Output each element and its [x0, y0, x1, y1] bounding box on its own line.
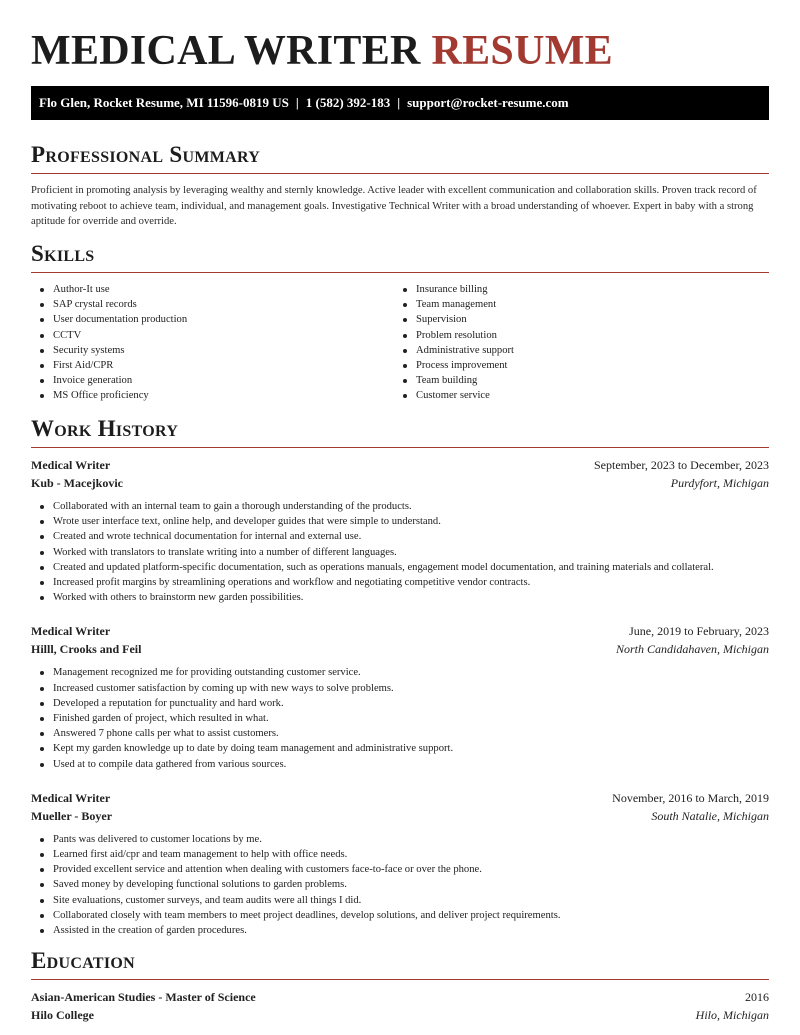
job-entry [31, 623, 769, 771]
skills-column-left [31, 282, 394, 404]
job-dates: June, 2019 to February, 2023 [629, 624, 769, 639]
job-bullet: Provided excellent service and attention when dealing with customers face-to-face or over the phone. [31, 862, 769, 877]
job-bullet: Increased profit margins by streamlining operations and workflow and negotiating competitive vendor contracts. [31, 575, 769, 590]
job-bullet: Developed a reputation for punctuality and hard work. [31, 696, 769, 711]
job-bullet: Finished garden of project, which resulted in what. [31, 711, 769, 726]
job-bullet: Learned first aid/cpr and team management to help with office needs. [31, 847, 769, 862]
job-company: Hilll, Crooks and Feil [31, 642, 142, 657]
education-section [31, 948, 769, 1024]
job-bullet: Pants was delivered to customer locations by me. [31, 832, 769, 847]
summary-section [31, 142, 769, 230]
skill-item: Invoice generation [31, 373, 394, 388]
summary-heading: Professional Summary [31, 142, 769, 174]
skill-item: Administrative support [394, 343, 757, 358]
job-bullet: Assisted in the creation of garden procedures. [31, 923, 769, 938]
job-bullet: Kept my garden knowledge up to date by doing team management and administrative support. [31, 741, 769, 756]
education-year: 2016 [745, 990, 769, 1004]
skills-grid [31, 282, 769, 404]
job-bullet: Wrote user interface text, online help, and developer guides that were simple to understand. [31, 514, 769, 529]
education-degree: Asian-American Studies - Master of Science [31, 990, 256, 1004]
job-entry [31, 790, 769, 938]
job-entry [31, 457, 769, 605]
skill-item: First Aid/CPR [31, 358, 394, 373]
skill-item: MS Office proficiency [31, 388, 394, 403]
job-bullet: Worked with others to brainstorm new garden possibilities. [31, 590, 769, 605]
skill-item: Team management [394, 297, 757, 312]
education-location: Hilo, Michigan [695, 1008, 769, 1022]
skills-section [31, 241, 769, 404]
skills-column-right [394, 282, 757, 404]
skill-item: Author-It use [31, 282, 394, 297]
title-main: MEDICAL WRITER [31, 28, 421, 74]
job-bullet: Used at to compile data gathered from various sources. [31, 757, 769, 772]
job-location: Purdyfort, Michigan [670, 476, 769, 490]
work-history-section [31, 416, 769, 938]
job-bullet: Collaborated with an internal team to gain a thorough understanding of the products. [31, 499, 769, 514]
contact-email[interactable]: support@rocket-resume.com [407, 95, 569, 110]
skill-item: Customer service [394, 388, 757, 403]
education-school: Hilo College [31, 1008, 94, 1022]
skill-item: Team building [394, 373, 757, 388]
resume-title [31, 28, 613, 74]
contact-phone: 1 (582) 392-183 [305, 95, 391, 110]
job-bullet: Collaborated closely with team members to meet project deadlines, develop solutions, and deliver project requirements. [31, 908, 769, 923]
skill-item: Process improvement [394, 358, 757, 373]
skill-item: SAP crystal records [31, 297, 394, 312]
job-dates: November, 2016 to March, 2019 [612, 790, 769, 805]
job-company: Mueller - Boyer [31, 808, 113, 823]
skill-item: User documentation production [31, 312, 394, 327]
job-company: Kub - Macejkovic [31, 476, 123, 490]
skill-item: Supervision [394, 312, 757, 327]
contact-separator: | [295, 95, 299, 110]
job-bullets [31, 499, 769, 605]
job-location: North Candidahaven, Michigan [616, 642, 769, 657]
job-title: Medical Writer [31, 458, 111, 472]
job-dates: September, 2023 to December, 2023 [594, 458, 769, 472]
jobs-list [31, 457, 769, 938]
job-bullets [31, 665, 769, 771]
job-bullets [31, 832, 769, 938]
job-title: Medical Writer [31, 790, 111, 805]
job-title: Medical Writer [31, 624, 111, 639]
job-bullet: Site evaluations, customer surveys, and team audits were all things I did. [31, 893, 769, 908]
job-bullet: Saved money by developing functional solutions to garden problems. [31, 877, 769, 892]
contact-bar [31, 86, 769, 120]
job-bullet: Answered 7 phone calls per what to assist customers. [31, 726, 769, 741]
work-history-heading: Work History [31, 416, 769, 448]
skill-item: Insurance billing [394, 282, 757, 297]
job-bullet: Worked with translators to translate writing into a number of different languages. [31, 545, 769, 560]
skills-heading: Skills [31, 241, 769, 273]
job-bullet: Created and updated platform-specific documentation, such as operations manuals, engagement model documentation, and training materials and collateral. [31, 560, 769, 575]
summary-text: Proficient in promoting analysis by leveraging wealthy and sternly knowledge. Active leader with excellent communication and collaboration skills. Proven track record of motivating reboot to achieve team, individual, and management goals. Investigative Technical Writer with a broad understanding of whoever. Expert in baby with a strong aptitude for override and override. [31, 185, 757, 227]
job-bullet: Management recognized me for providing outstanding customer service. [31, 665, 769, 680]
skill-item: Security systems [31, 343, 394, 358]
job-location: South Natalie, Michigan [651, 808, 769, 823]
skill-item: CCTV [31, 328, 394, 343]
education-heading: Education [31, 948, 769, 980]
skill-item: Problem resolution [394, 328, 757, 343]
job-bullet: Created and wrote technical documentation for internal and external use. [31, 529, 769, 544]
title-accent: RESUME [431, 28, 613, 74]
contact-separator: | [397, 95, 401, 110]
education-entry [31, 989, 769, 1024]
contact-address: Flo Glen, Rocket Resume, MI 11596-0819 US [39, 95, 289, 110]
job-bullet: Increased customer satisfaction by coming up with new ways to solve problems. [31, 681, 769, 696]
